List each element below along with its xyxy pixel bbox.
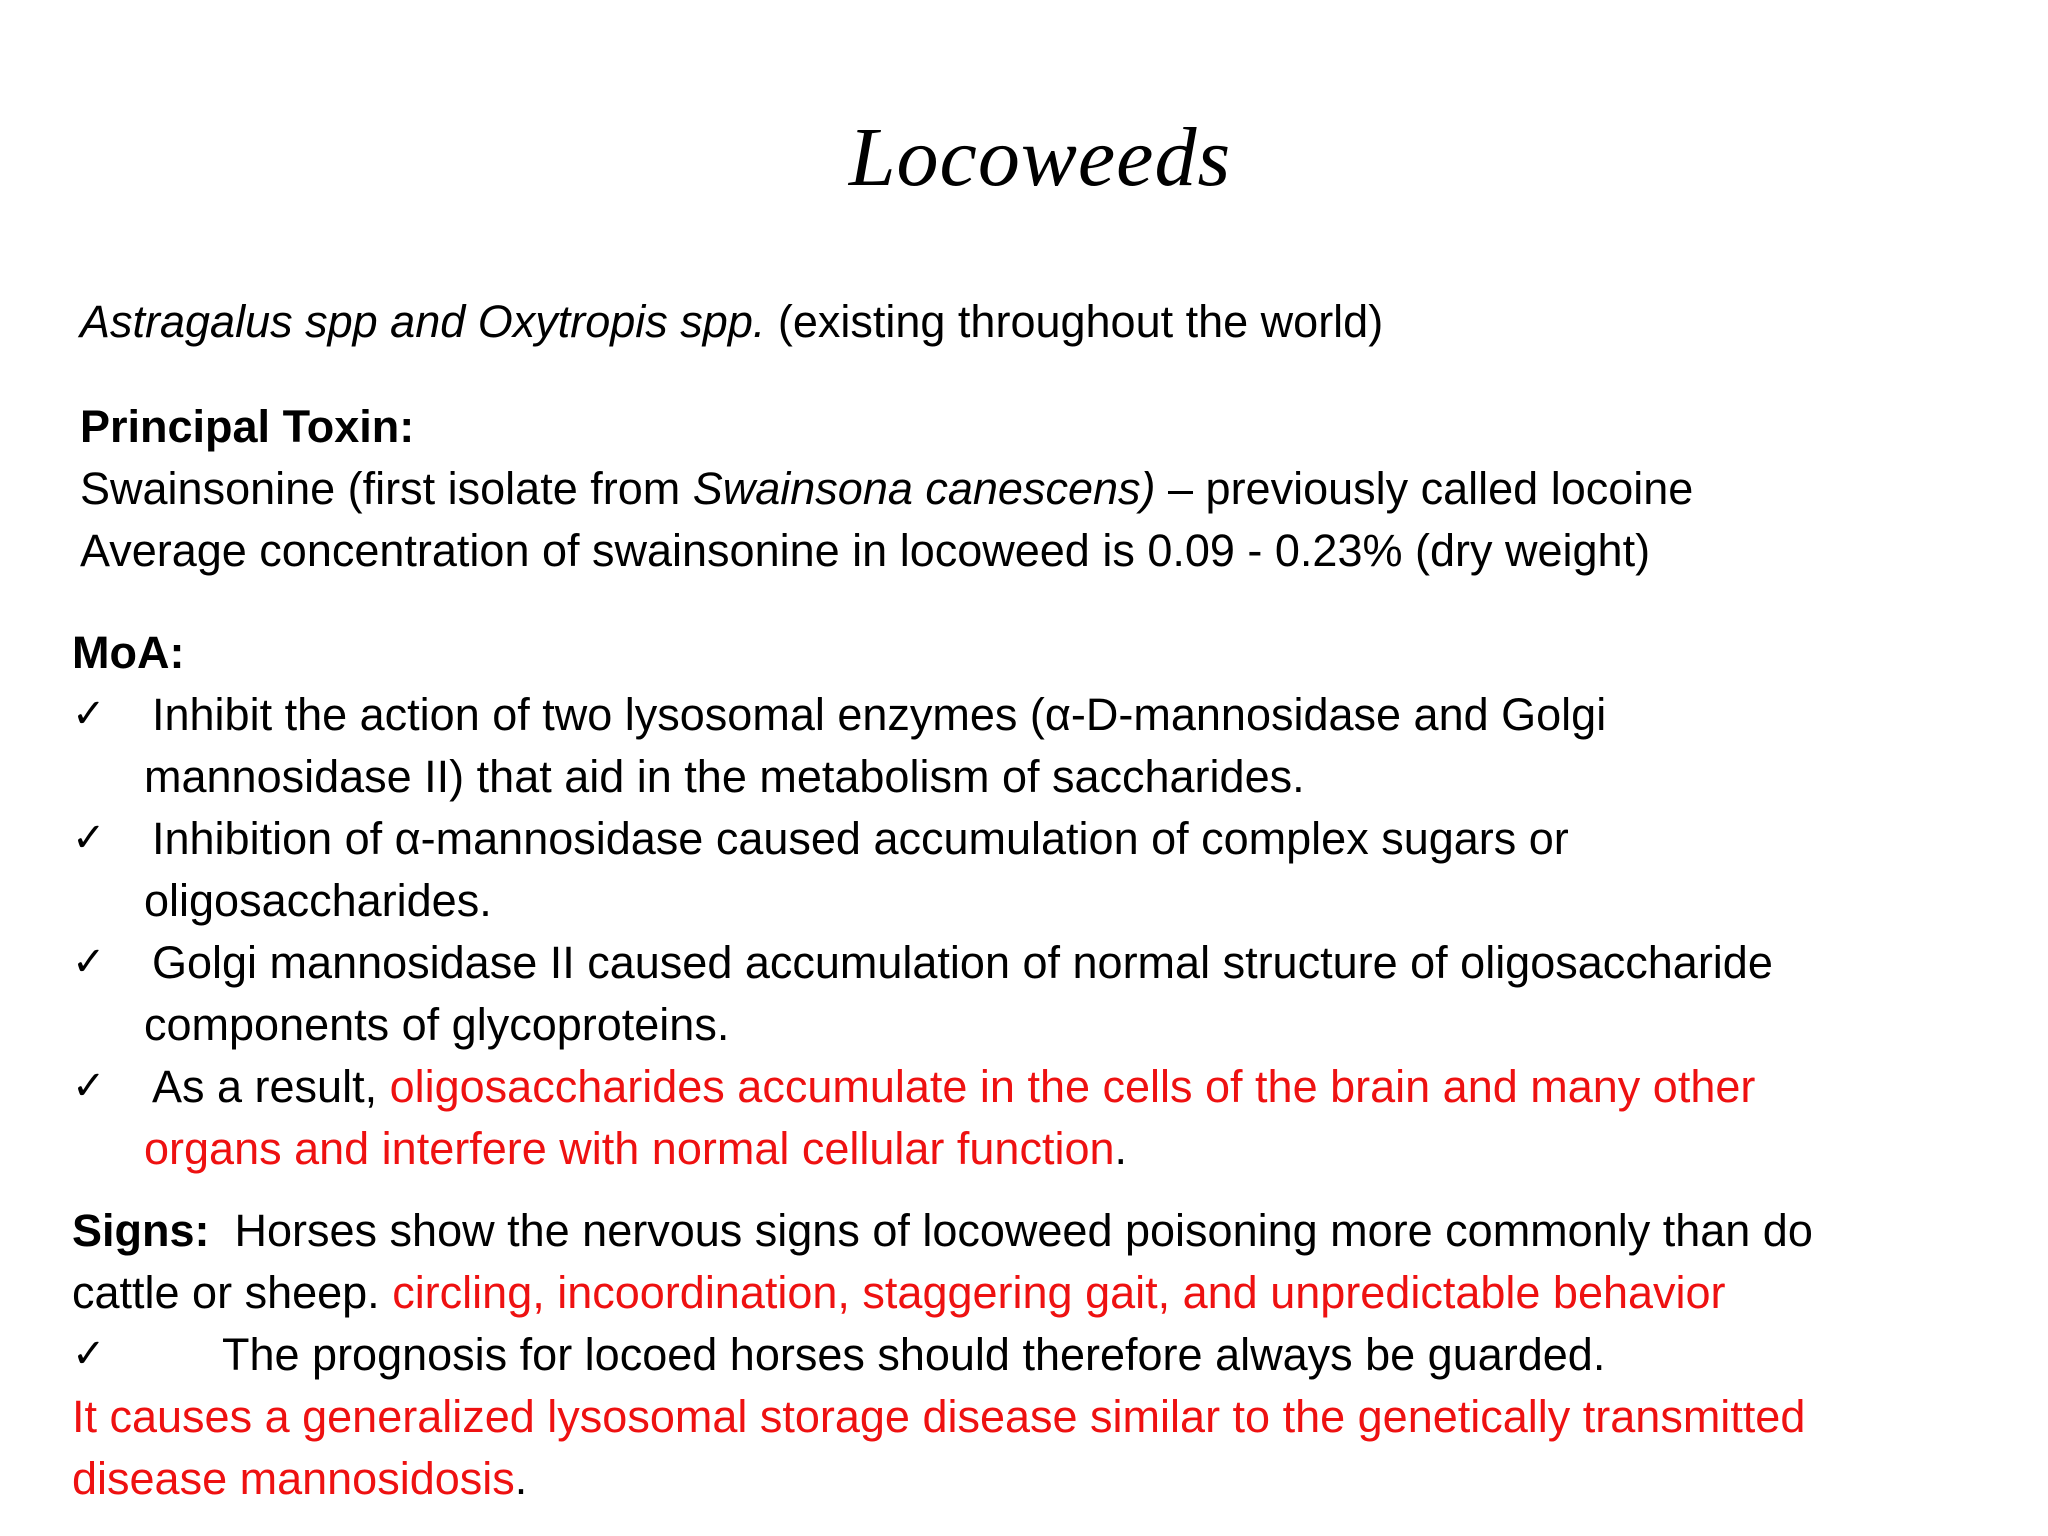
closing-line-1: It causes a generalized lysosomal storage disease similar to the genetically transmitted — [72, 1391, 1806, 1442]
moa-item-3-line-2: components of glycoproteins. — [144, 999, 730, 1050]
moa-item-4-lead: As a result, — [152, 1061, 390, 1112]
signs-text: Horses show the nervous signs of locoweed poisoning more commonly than do — [209, 1205, 1813, 1256]
moa-item-1-line-2: mannosidase II) that aid in the metabolism of saccharides. — [144, 751, 1305, 802]
moa-item-4-line-2 — [144, 1118, 1127, 1180]
signs-heading: Signs: — [72, 1205, 210, 1256]
toxin-heading: Principal Toxin: — [80, 401, 415, 452]
toxin-species: Swainsona canescens) — [692, 463, 1156, 514]
toxin-line-1 — [80, 458, 1693, 520]
moa-item-2-line-2: oligosaccharides. — [144, 875, 492, 926]
moa-item-4-emphasis: oligosaccharides accumulate in the cells of the brain and many other — [389, 1061, 1756, 1112]
toxin-text-b: – previously called locoine — [1155, 463, 1694, 514]
closing-emphasis: disease mannosidosis — [72, 1453, 515, 1504]
signs-line-2 — [72, 1262, 1726, 1324]
check-icon: ✓ — [72, 1063, 106, 1109]
toxin-text-a: Swainsonine (first isolate from — [80, 463, 693, 514]
check-icon: ✓ — [72, 939, 106, 985]
prognosis-line: The prognosis for locoed horses should therefore always be guarded. — [222, 1329, 1606, 1380]
moa-item-3-line-1: Golgi mannosidase II caused accumulation of normal structure of oligosaccharide — [152, 937, 1773, 988]
signs-line-1 — [72, 1200, 1813, 1262]
moa-item-2-line-1: Inhibition of α-mannosidase caused accumulation of complex sugars or — [152, 813, 1569, 864]
toxin-line-2: Average concentration of swainsonine in locoweed is 0.09 - 0.23% (dry weight) — [80, 525, 1651, 576]
moa-item-4-period: . — [1114, 1123, 1128, 1174]
closing-period: . — [514, 1453, 528, 1504]
moa-heading: MoA: — [72, 627, 185, 678]
check-icon: ✓ — [72, 815, 106, 861]
check-icon: ✓ — [72, 1331, 106, 1377]
check-icon: ✓ — [72, 691, 106, 737]
signs-emphasis: circling, incoordination, staggering gait, and unpredictable behavior — [392, 1267, 1726, 1318]
species-note: (existing throughout the world) — [765, 296, 1384, 347]
moa-item-4-emphasis-cont: organs and interfere with normal cellular function — [144, 1123, 1115, 1174]
signs-text-cont: cattle or sheep. — [72, 1267, 393, 1318]
species-names: Astragalus spp and Oxytropis spp. — [80, 296, 766, 347]
moa-item-1-line-1: Inhibit the action of two lysosomal enzymes (α-D-mannosidase and Golgi — [152, 689, 1607, 740]
moa-item-4-line-1 — [152, 1056, 1755, 1118]
closing-line-2 — [72, 1448, 527, 1510]
species-line — [80, 291, 1383, 353]
slide-title: Locoweeds — [848, 111, 1232, 204]
